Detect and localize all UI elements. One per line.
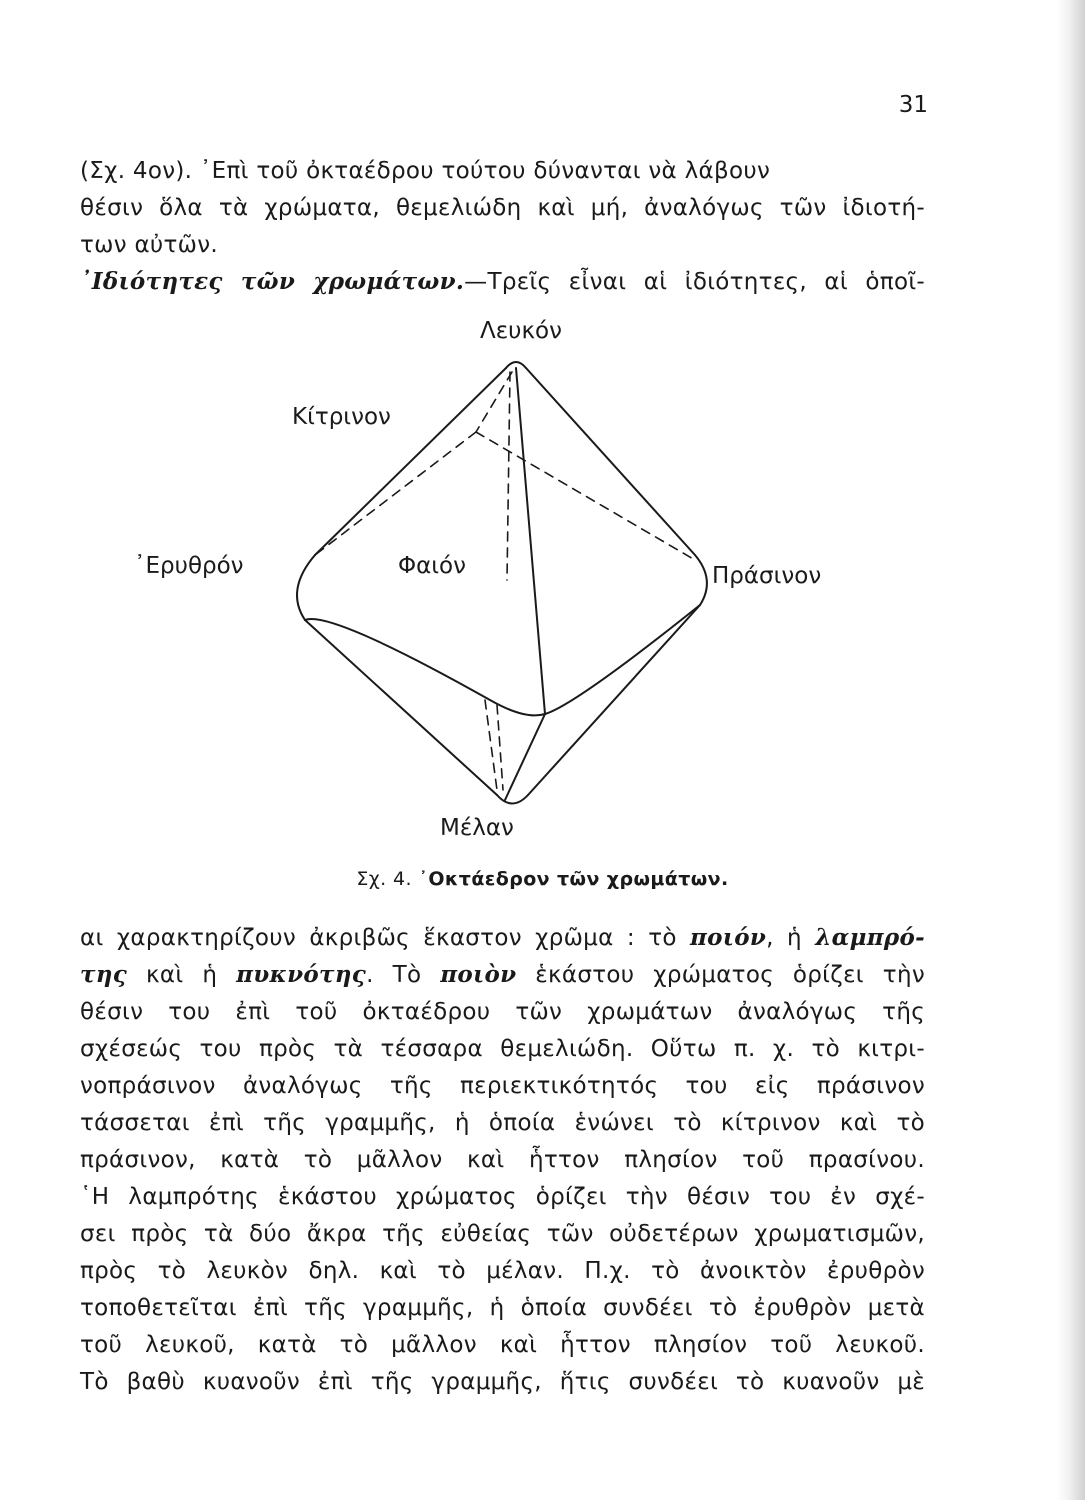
text-span: . Τὸ [366, 962, 422, 988]
label-white: Λευκόν [480, 318, 562, 344]
text-line: σχέσεώς του πρὸς τὰ τέσσαρα θεμελιώδη. Οὕτω π. χ. τὸ κιτρι- [80, 1036, 925, 1062]
text-line: τοῦ λευκοῦ, κατὰ τὸ μᾶλλον καὶ ἧττον πλησίον τοῦ λευκοῦ. [80, 1332, 925, 1358]
figure-caption [0, 868, 1085, 890]
hidden-edge-yellow-red [315, 432, 476, 555]
label-yellow: Κίτρινον [292, 404, 391, 430]
text-line: πρὸς τὸ λευκὸν δηλ. καὶ τὸ μέλαν. Π.χ. τὸ ἀνοικτὸν ἐρυθρὸν [80, 1258, 925, 1284]
text-span: αι χαρακτηρίζουν ἀκριβῶς ἕκαστον χρῶμα : τὸ [80, 925, 677, 951]
section-heading: ᾿Ιδιότητες τῶν χρωμάτων. [80, 268, 465, 295]
text-line: πράσινον, κατὰ τὸ μᾶλλον καὶ ἧττον πλησίον τοῦ πρασίνου. [80, 1147, 925, 1173]
term-brightness: λαμπρό- [815, 924, 925, 951]
text-line: θέσιν ὅλα τὰ χρώματα, θεμελιώδη καὶ μή, ἀναλόγως τῶν ἰδιοτή- [80, 195, 925, 221]
text-line: τάσσεται ἐπὶ τῆς γραμμῆς, ἡ ὁποία ἑνώνει τὸ κίτρινον καὶ τὸ [80, 1110, 925, 1136]
edge-front-green [545, 605, 700, 714]
hidden-edge-yellow-black-b [497, 705, 503, 790]
text-line: σει πρὸς τὰ δύο ἄκρα τῆς εὐθείας τῶν οὐδετέρων χρωματισμῶν, [80, 1221, 925, 1247]
term-brightness-end: της [80, 961, 128, 988]
apex-black [497, 795, 528, 804]
text-line: (Σχ. 4ον). ᾿Επὶ τοῦ ὀκταέδρου τούτου δύνανται νὰ λάβουν [80, 158, 771, 184]
label-red: ᾿Ερυθρόν [134, 553, 244, 579]
text-span: καὶ ἡ [146, 962, 218, 988]
text-line: τοποθετεῖται ἐπὶ τῆς γραμμῆς, ἡ ὁποία συνδέει τὸ ἐρυθρὸν μετὰ [80, 1295, 925, 1321]
vertex-red [297, 555, 315, 620]
text-line: ῾Η λαμπρότης ἑκάστου χρώματος ὁρίζει τὴν θέσιν του ἐν σχέ- [80, 1184, 925, 1210]
caption-number: Σχ. 4. [356, 868, 412, 890]
edge-white-red [315, 368, 506, 555]
vertex-green [695, 555, 707, 605]
label-black: Μέλαν [440, 815, 514, 841]
edge-white-green [526, 368, 695, 555]
caption-title: ᾿Οκτάεδρον τῶν χρωμάτων. [418, 868, 729, 890]
text-line [80, 922, 925, 954]
page-number: 31 [898, 92, 928, 118]
hidden-edge-yellow-black-a [485, 700, 497, 790]
term-quality: ποιόν [690, 924, 767, 951]
edge-white-front [516, 368, 545, 714]
text-line: των αὐτῶν. [80, 232, 219, 258]
text-line: θέσιν του ἐπὶ τοῦ ὀκταέδρου τῶν χρωμάτων ἀναλόγως τῆς [80, 999, 925, 1025]
text-span: , ἡ [766, 925, 802, 951]
edge-front-black [505, 714, 545, 800]
text-line: νοπράσινον ἀναλόγως τῆς περιεκτικότητός του εἰς πράσινον [80, 1073, 925, 1099]
text-span: ἑκάστου χρώματος ὁρίζει τὴν [535, 962, 925, 988]
text-line: Τὸ βαθὺ κυανοῦν ἐπὶ τῆς γραμμῆς, ἥτις συνδέει τὸ κυανοῦν μὲ [80, 1369, 925, 1395]
term-density: πυκνότης [236, 961, 367, 988]
heading-continuation: —Τρεῖς εἶναι αἱ ἰδιότητες, αἱ ὁποῖ- [464, 269, 925, 295]
term-quality: ποιὸν [440, 961, 517, 988]
label-green: Πράσινον [712, 563, 822, 589]
text-line [80, 959, 925, 991]
edge-red-black [305, 620, 497, 795]
edge-green-black [528, 605, 700, 795]
hidden-axis-upper [507, 372, 510, 580]
label-grey: Φαιόν [398, 553, 466, 579]
edge-red-front [305, 619, 545, 715]
